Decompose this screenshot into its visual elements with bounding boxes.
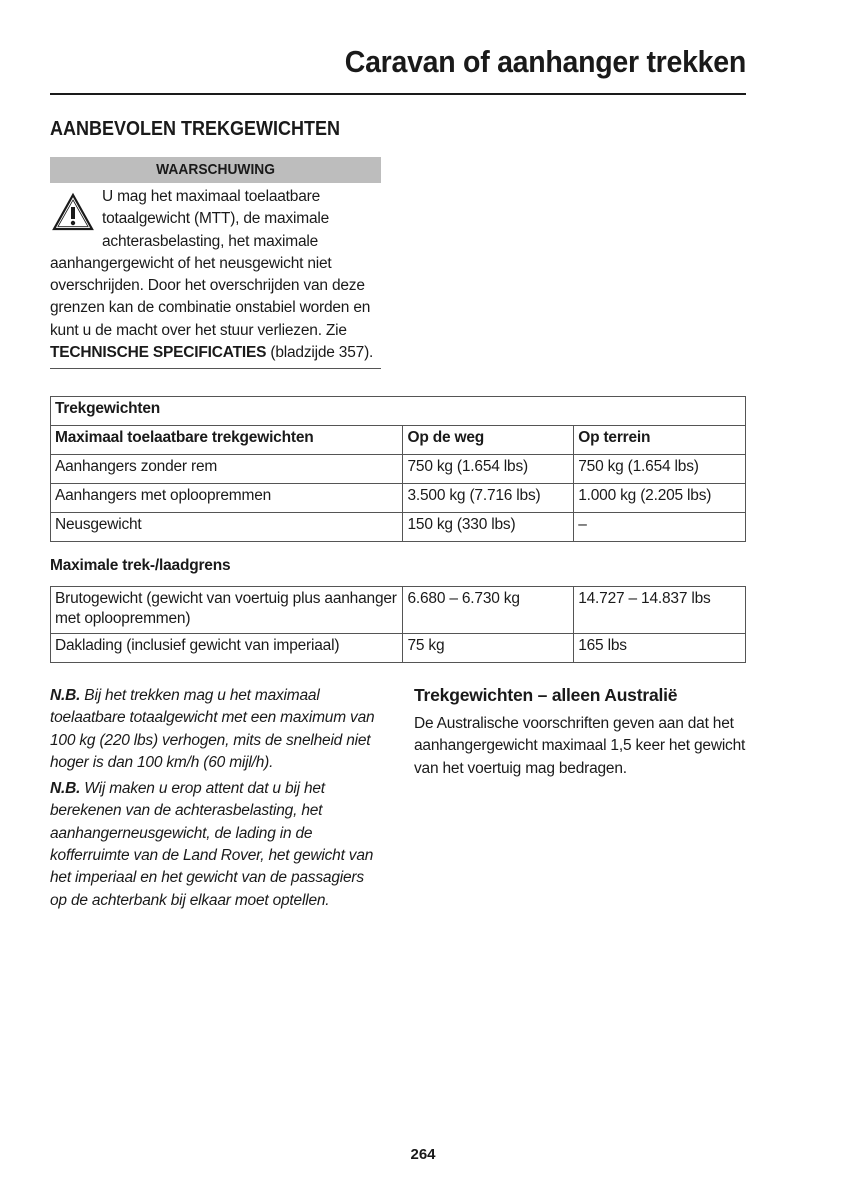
notes-column	[50, 685, 380, 916]
table-cell: Neusgewicht	[51, 513, 403, 542]
table-cell: 75 kg	[403, 634, 574, 663]
table-row	[51, 455, 746, 484]
note-label: N.B.	[50, 780, 81, 798]
table-cell: 150 kg (330 lbs)	[403, 513, 574, 542]
warning-text	[50, 183, 381, 369]
towing-weights-table	[50, 396, 746, 542]
table-cell: 14.727 – 14.837 lbs	[574, 587, 746, 634]
table-caption: Trekgewichten	[51, 397, 746, 426]
table-cell: 165 lbs	[574, 634, 746, 663]
title-divider	[50, 93, 746, 95]
page-title: Caravan of aanhanger trekken	[344, 44, 746, 79]
table-cell: 6.680 – 6.730 kg	[403, 587, 574, 634]
table-cell: 750 kg (1.654 lbs)	[403, 455, 574, 484]
table-row	[51, 484, 746, 513]
table-cell: 3.500 kg (7.716 lbs)	[403, 484, 574, 513]
table-cell: Brutogewicht (gewicht van voertuig plus aanhanger met oploopremmen)	[51, 587, 403, 634]
table-row	[51, 634, 746, 663]
note-text: Wij maken u erop attent dat u bij het berekenen van de achterasbelasting, het aanhangerneusgewicht, de lading in de kofferruimte van de Land Rover, het gewicht van het imperiaal en het gewicht van de passagiers op de achterbank bij elkaar moet optellen.	[50, 780, 374, 909]
tech-specs-reference: TECHNISCHE SPECIFICATIES	[50, 344, 267, 362]
warning-text-body: U mag het maximaal toelaatbare totaalgewicht (MTT), de maximale achterasbelasting, het maximale aanhangergewicht of het neusgewicht niet overschrijden. Door het overschrijden van deze grenzen kan de combinatie onstabiel worden en kunt u de macht over het stuur verliezen. Zie	[50, 188, 371, 339]
table-cell: 750 kg (1.654 lbs)	[574, 455, 746, 484]
australia-heading: Trekgewichten – alleen Australië	[414, 685, 678, 705]
table-row	[51, 587, 746, 634]
column-header: Op de weg	[403, 426, 574, 455]
table-cell: Daklading (inclusief gewicht van imperiaal)	[51, 634, 403, 663]
max-limits-heading: Maximale trek-/laadgrens	[50, 557, 231, 574]
table-cell: Aanhangers zonder rem	[51, 455, 403, 484]
table-cell: –	[574, 513, 746, 542]
note-paragraph	[50, 778, 380, 912]
table-cell: Aanhangers met oploopremmen	[51, 484, 403, 513]
column-header: Op terrein	[574, 426, 746, 455]
warning-text-end: (bladzijde 357).	[266, 344, 374, 362]
page-number: 264	[410, 1146, 436, 1163]
warning-box	[50, 157, 381, 369]
warning-header: WAARSCHUWING	[50, 157, 381, 183]
section-heading: AANBEVOLEN TREKGEWICHTEN	[50, 118, 341, 140]
note-text: Bij het trekken mag u het maximaal toelaatbare totaalgewicht met een maximum van 100 kg (220 lbs) verhogen, mits de snelheid niet hoger is dan 100 km/h (60 mijl/h).	[50, 687, 375, 771]
warning-triangle-icon	[50, 189, 96, 235]
max-limits-table	[50, 586, 746, 663]
note-label: N.B.	[50, 687, 81, 704]
note-paragraph	[50, 685, 380, 774]
column-header: Maximaal toelaatbare trekgewichten	[51, 426, 403, 455]
australia-text: De Australische voorschriften geven aan dat het aanhangergewicht maximaal 1,5 keer het gewicht van het voertuig mag bedragen.	[414, 715, 746, 777]
table-row	[51, 513, 746, 542]
table-cell: 1.000 kg (2.205 lbs)	[574, 484, 746, 513]
